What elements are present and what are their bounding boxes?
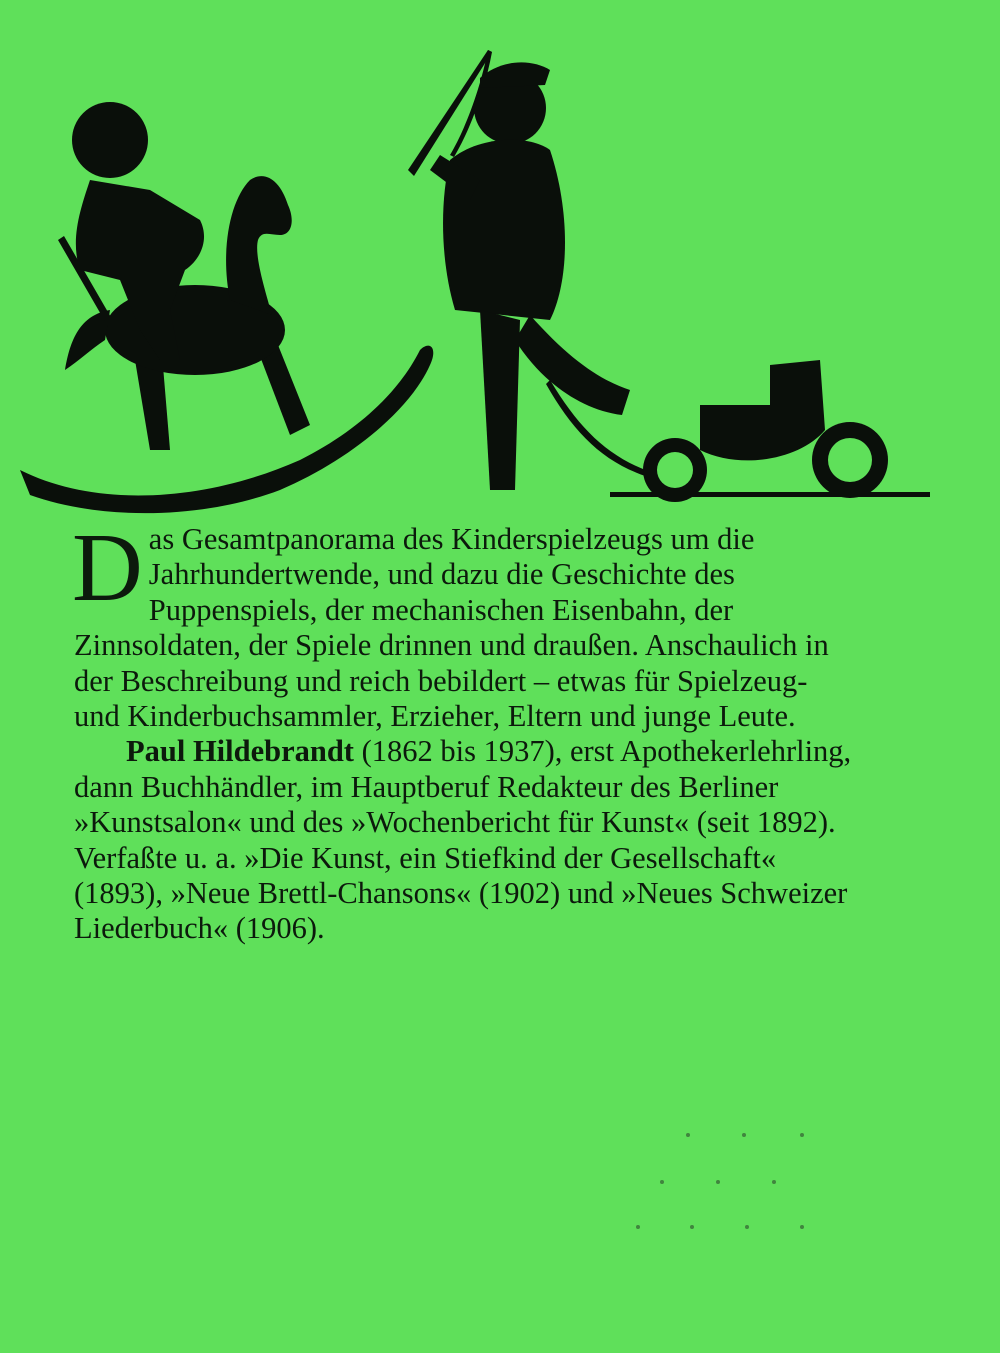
- description-paragraph: [72, 514, 854, 734]
- print-speck: [742, 1133, 746, 1137]
- print-speck: [772, 1180, 776, 1184]
- print-speck: [800, 1225, 804, 1229]
- print-speck: [745, 1225, 749, 1229]
- print-speck: [716, 1180, 720, 1184]
- print-speck: [636, 1225, 640, 1229]
- rocking-horse-child-silhouette: [20, 102, 433, 513]
- print-speck: [800, 1133, 804, 1137]
- toy-carriage-silhouette: [610, 360, 930, 502]
- blurb-text: [72, 514, 854, 947]
- print-speck: [686, 1133, 690, 1137]
- print-speck: [660, 1180, 664, 1184]
- author-name: Paul Hildebrandt: [126, 734, 354, 769]
- print-speck: [690, 1225, 694, 1229]
- child-with-whip-silhouette: [408, 50, 660, 490]
- author-bio-paragraph: [74, 734, 854, 946]
- author-bio-text: (1862 bis 1937), erst Apothekerlehrling, dann Buchhändler, im Hauptberuf Redakteur des Berliner »Kunstsalon« und des »Wochenbericht für Kunst« (seit 1892). Verfaßte u. a. »Die Kunst, ein Stiefkind der Gesellschaft« (1893), »Neue Brettl-Chansons« (1902) und »Neues Schweizer Liederbuch« (1906).: [74, 734, 852, 946]
- dropcap-letter: D: [72, 514, 143, 622]
- description-text: as Gesamtpanorama des Kinderspielzeugs um die Jahrhundertwende, und dazu die Geschichte des Puppenspiels, der mechanischen Eisenbahn, der Zinnsoldaten, der Spiele drinnen und draußen. Anschaulich in der Beschreibung und reich bebildert – etwas für Spielzeug- und Kinderbuchsammler, Erzieher, Eltern und junge Leute.: [74, 522, 829, 734]
- silhouette-illustration: [10, 30, 990, 530]
